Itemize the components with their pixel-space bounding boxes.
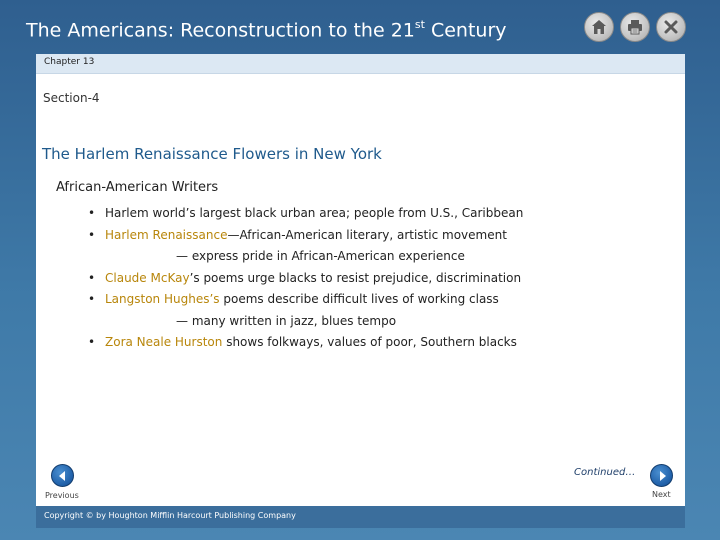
bullet-symbol: • [88,206,96,220]
list-item-continuation: — many written in jazz, blues tempo [176,313,397,328]
toolbar [584,12,686,42]
close-button[interactable] [656,12,686,42]
list-item: • Zora Neale Hurston shows folkways, values of poor, Southern blacks [88,332,523,354]
next-label: Next [652,490,671,499]
bullet-symbol: • [88,335,96,349]
arrow-right-icon [656,470,668,482]
bullet-symbol: • [88,227,96,242]
previous-label: Previous [45,491,79,500]
footer-bar [36,506,685,528]
home-button[interactable] [584,12,614,42]
home-icon [590,18,608,36]
bullet-list [88,203,523,354]
bullet-symbol: • [88,270,96,285]
previous-button[interactable] [51,464,74,487]
copyright-text: Copyright © by Houghton Mifflin Harcourt Publishing Company [44,511,296,520]
continued-label: Continued… [574,467,636,478]
list-item: • Claude McKay’s poems urge blacks to resist prejudice, discrimination [88,268,523,290]
highlight-term: Zora Neale Hurston [105,335,223,349]
content-panel [36,54,685,506]
arrow-left-icon [57,470,69,482]
next-button[interactable] [650,464,673,487]
highlight-term: Langston Hughes’s [105,292,220,306]
section-label: Section-4 [43,91,100,105]
list-item: • Harlem Renaissance—African-American literary, artistic movement [88,225,523,247]
highlight-term: Harlem Renaissance [105,227,228,242]
highlight-term: Claude McKay [105,270,190,285]
page-title: The Harlem Renaissance Flowers in New York [42,145,382,163]
list-item: • Langston Hughes’s poems describe difficult lives of working class [88,289,523,311]
close-icon [662,18,680,36]
list-item: • Harlem world’s largest black urban area; people from U.S., Caribbean [88,203,523,225]
chapter-bar [36,54,685,74]
app-title: The Americans: Reconstruction to the 21st Century [26,18,507,42]
print-icon [626,18,644,36]
list-item-continuation: — express pride in African-American experience [176,249,465,263]
subheading: African-American Writers [56,180,219,195]
print-button[interactable] [620,12,650,42]
bullet-symbol: • [88,292,96,306]
chapter-label: Chapter 13 [44,57,95,67]
